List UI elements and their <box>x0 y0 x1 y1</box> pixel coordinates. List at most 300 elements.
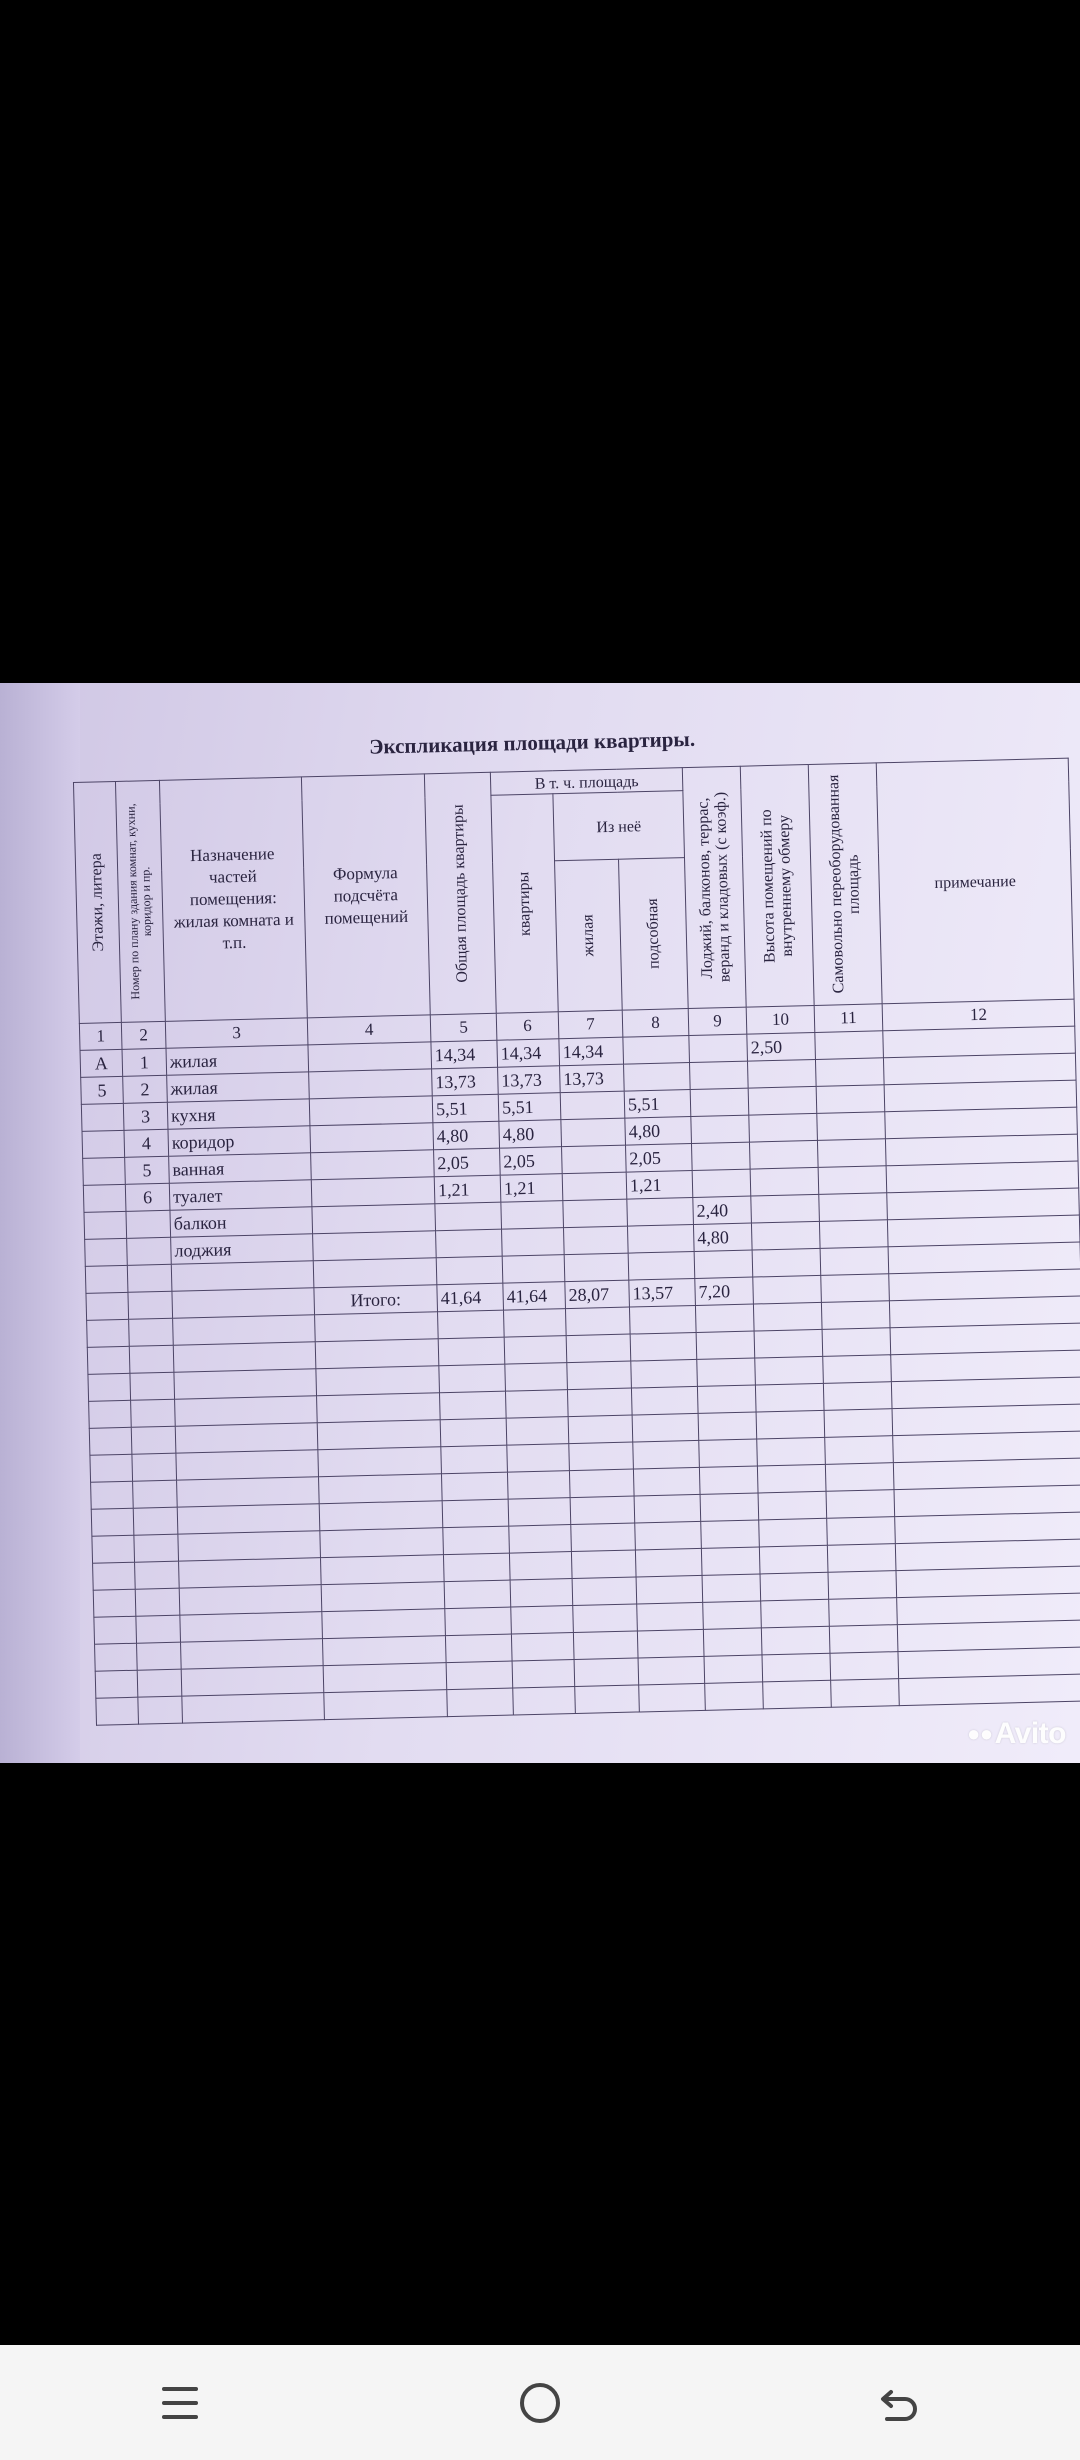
empty-cell <box>445 1607 512 1636</box>
empty-cell <box>575 1685 640 1714</box>
table-cell-c4 <box>310 1123 434 1153</box>
empty-cell <box>508 1498 571 1527</box>
empty-cell <box>94 1616 137 1644</box>
empty-cell <box>443 1526 510 1555</box>
table-cell-c8 <box>624 1063 691 1092</box>
table-cell-c11 <box>815 1031 884 1060</box>
table-cell-c3: лоджия <box>171 1234 314 1264</box>
empty-cell <box>573 1604 638 1633</box>
empty-cell <box>824 1409 893 1438</box>
table-cell-c9 <box>690 1088 749 1116</box>
empty-cell <box>323 1663 447 1693</box>
empty-cell <box>763 1680 832 1709</box>
empty-cell <box>136 1615 181 1643</box>
empty-cell <box>696 1331 755 1359</box>
empty-cell <box>324 1690 448 1720</box>
empty-cell <box>697 1358 756 1386</box>
table-cell-c2: 1 <box>122 1048 167 1076</box>
empty-cell <box>181 1639 324 1669</box>
empty-cell <box>180 1612 323 1642</box>
table-cell-c5: 1,21 <box>434 1175 501 1204</box>
table-cell-c8: 4,80 <box>625 1117 692 1146</box>
empty-cell <box>176 1450 319 1480</box>
empty-cell <box>315 1312 439 1342</box>
table-cell-c7 <box>562 1172 627 1201</box>
table-cell-c11 <box>816 1085 885 1114</box>
empty-cell <box>570 1496 635 1525</box>
empty-cell <box>631 1386 698 1415</box>
empty-cell <box>635 1521 702 1550</box>
empty-cell <box>631 1359 698 1388</box>
table-cell-c8: 5,51 <box>624 1090 691 1119</box>
empty-cell <box>511 1633 574 1662</box>
empty-cell <box>825 1463 894 1492</box>
empty-cell <box>443 1553 510 1582</box>
table-cell-c4 <box>309 1069 433 1099</box>
empty-cell <box>572 1577 637 1606</box>
empty-cell <box>573 1631 638 1660</box>
table-cell-c10 <box>750 1167 819 1196</box>
table-cell-c11 <box>815 1058 884 1087</box>
empty-cell <box>438 1310 505 1339</box>
table-cell-c7 <box>563 1226 628 1255</box>
empty-cell <box>444 1580 511 1609</box>
empty-cell <box>92 1535 135 1563</box>
empty-cell <box>131 1399 176 1427</box>
header-subgroup: Из неё <box>553 791 685 861</box>
table-cell-c9 <box>691 1115 750 1143</box>
empty-cell <box>757 1464 826 1493</box>
table-cell-c10 <box>749 1140 818 1169</box>
empty-cell <box>504 1336 567 1365</box>
empty-cell <box>322 1609 446 1639</box>
document-title: Экспликация площади квартиры. <box>368 726 696 759</box>
table-cell-c3 <box>172 1288 315 1318</box>
empty-cell <box>135 1561 180 1589</box>
table-cell-c9: 4,80 <box>693 1223 752 1251</box>
table-cell-c6: 5,51 <box>498 1093 561 1122</box>
empty-cell <box>442 1499 509 1528</box>
empty-cell <box>822 1328 891 1357</box>
header-total-area: Общая площадь квартиры <box>424 772 496 1015</box>
empty-cell <box>315 1339 439 1369</box>
table-cell-c7 <box>560 1091 625 1120</box>
table-cell-c11 <box>817 1139 886 1168</box>
empty-cell <box>95 1670 138 1698</box>
table-cell-c1 <box>84 1211 127 1239</box>
menu-icon <box>158 2383 202 2423</box>
column-number: 7 <box>558 1010 623 1039</box>
empty-cell <box>319 1474 443 1504</box>
empty-cell <box>175 1423 318 1453</box>
empty-cell <box>317 1420 441 1450</box>
table-cell-c10 <box>749 1113 818 1142</box>
table-cell-c10: 2,50 <box>747 1032 816 1061</box>
table-cell-c11 <box>818 1166 887 1195</box>
empty-cell <box>438 1337 505 1366</box>
empty-cell <box>758 1491 827 1520</box>
empty-cell <box>320 1555 444 1585</box>
empty-cell <box>503 1309 566 1338</box>
empty-cell <box>827 1517 896 1546</box>
table-cell-c3: жилая <box>166 1045 309 1075</box>
table-cell-c9 <box>690 1061 749 1089</box>
table-cell-c10 <box>752 1248 821 1277</box>
home-circle-icon <box>517 2380 563 2426</box>
empty-cell <box>699 1439 758 1467</box>
table-cell-c9 <box>689 1034 748 1062</box>
empty-cell <box>512 1660 575 1689</box>
empty-cell <box>831 1679 900 1708</box>
table-cell-c3: ванная <box>169 1153 312 1183</box>
empty-cell <box>179 1585 322 1615</box>
table-cell-c1 <box>81 1103 124 1131</box>
header-height: Высота помещений по внутреннему обмеру <box>740 765 814 1008</box>
empty-cell <box>574 1658 639 1687</box>
empty-cell <box>137 1669 182 1697</box>
header-floors: Этажи, литера <box>73 781 121 1023</box>
empty-cell <box>129 1345 174 1373</box>
empty-cell <box>130 1372 175 1400</box>
table-cell-c8 <box>628 1251 695 1280</box>
empty-cell <box>89 1400 132 1428</box>
table-cell-c6 <box>502 1255 565 1284</box>
table-cell-c9 <box>691 1142 750 1170</box>
empty-cell <box>138 1696 183 1724</box>
empty-cell <box>755 1356 824 1385</box>
empty-cell <box>701 1520 760 1548</box>
empty-cell <box>91 1508 134 1536</box>
table-cell-c8: 1,21 <box>626 1170 693 1199</box>
empty-cell <box>173 1315 316 1345</box>
table-cell-c9: 2,40 <box>693 1196 752 1224</box>
empty-cell <box>630 1332 697 1361</box>
empty-cell <box>830 1652 899 1681</box>
table-cell-c1 <box>85 1265 128 1293</box>
empty-cell <box>633 1440 700 1469</box>
table-cell-c5: 13,73 <box>432 1067 499 1096</box>
empty-cell <box>571 1523 636 1552</box>
empty-cell <box>698 1412 757 1440</box>
empty-cell <box>439 1364 506 1393</box>
table-cell-c1 <box>86 1292 129 1320</box>
empty-cell <box>762 1653 831 1682</box>
empty-cell <box>505 1363 568 1392</box>
empty-cell <box>633 1467 700 1496</box>
table-cell-c3: коридор <box>168 1126 311 1156</box>
home-button[interactable] <box>500 2363 580 2443</box>
table-cell-c8 <box>627 1197 694 1226</box>
empty-cell <box>567 1361 632 1390</box>
column-number: 4 <box>307 1015 431 1045</box>
empty-cell <box>447 1688 514 1717</box>
table-cell-c6: 1,21 <box>500 1174 563 1203</box>
empty-cell <box>827 1544 896 1573</box>
table-cell-c3: балкон <box>170 1207 313 1237</box>
table-cell-c2: 5 <box>125 1156 170 1184</box>
header-loggias: Лоджий, балконов, террас, веранд и кладовых (с коэф.) <box>682 766 746 1008</box>
menu-button[interactable] <box>140 2363 220 2443</box>
empty-cell <box>174 1369 317 1399</box>
table-cell-c5: 14,34 <box>431 1040 498 1069</box>
empty-cell <box>755 1383 824 1412</box>
empty-cell <box>571 1550 636 1579</box>
table-cell-c1: А <box>80 1049 123 1077</box>
empty-cell <box>506 1417 569 1446</box>
empty-cell <box>828 1571 897 1600</box>
column-number: 9 <box>688 1007 747 1035</box>
explication-sheet <box>32 719 1057 1763</box>
table-cell-c2 <box>127 1264 172 1292</box>
table-cell-c1 <box>83 1157 126 1185</box>
header-notes: примечание <box>876 758 1074 1004</box>
empty-cell <box>441 1472 508 1501</box>
table-cell-c5: 41,64 <box>437 1283 504 1312</box>
empty-cell <box>569 1442 634 1471</box>
empty-cell <box>701 1547 760 1575</box>
table-cell-c2: 4 <box>124 1129 169 1157</box>
table-cell-c5: 4,80 <box>433 1121 500 1150</box>
column-number: 2 <box>121 1021 166 1049</box>
table-cell-c3: туалет <box>169 1180 312 1210</box>
empty-cell <box>568 1415 633 1444</box>
empty-cell <box>322 1636 446 1666</box>
table-body <box>80 1026 1080 1725</box>
empty-cell <box>134 1534 179 1562</box>
empty-cell <box>636 1575 703 1604</box>
explication-table <box>73 758 1080 1726</box>
table-cell-c7 <box>561 1118 626 1147</box>
header-purpose: Назначение частей помещения: жилая комната и т.п. <box>159 777 307 1021</box>
empty-cell <box>131 1426 176 1454</box>
empty-cell <box>317 1393 441 1423</box>
empty-cell <box>182 1693 325 1723</box>
empty-cell <box>316 1366 440 1396</box>
empty-cell <box>634 1494 701 1523</box>
empty-cell <box>173 1342 316 1372</box>
empty-cell <box>699 1466 758 1494</box>
table-cell-c8 <box>623 1036 690 1065</box>
table-cell-c9 <box>692 1169 751 1197</box>
empty-cell <box>829 1598 898 1627</box>
table-cell-c5 <box>436 1229 503 1258</box>
empty-cell <box>759 1545 828 1574</box>
document-photo <box>0 683 1080 1763</box>
table-cell-c11 <box>821 1274 890 1303</box>
table-cell-c5 <box>436 1256 503 1285</box>
table-cell-c4 <box>308 1042 432 1072</box>
table-cell-c9 <box>694 1250 753 1278</box>
empty-cell <box>513 1687 576 1716</box>
header-living: жилая <box>555 859 623 1012</box>
header-apartment: квартиры <box>491 794 558 1013</box>
table-cell-c6: 14,34 <box>497 1039 560 1068</box>
empty-cell <box>629 1305 696 1334</box>
empty-cell <box>509 1525 572 1554</box>
table-cell-c8: 2,05 <box>626 1144 693 1173</box>
table-cell-c6: 41,64 <box>503 1282 566 1311</box>
empty-cell <box>825 1436 894 1465</box>
empty-cell <box>93 1589 136 1617</box>
empty-cell <box>319 1501 443 1531</box>
empty-cell <box>637 1602 704 1631</box>
empty-cell <box>510 1579 573 1608</box>
empty-cell <box>178 1531 321 1561</box>
table-cell-c8: 13,57 <box>629 1278 696 1307</box>
empty-cell <box>754 1329 823 1358</box>
back-arrow-icon <box>877 2380 923 2426</box>
empty-cell <box>90 1454 133 1482</box>
empty-cell <box>87 1319 130 1347</box>
header-room-number: Номер по плану здания комнат, кухни, коридор и пр. <box>115 780 165 1022</box>
header-formula: Формула подсчёта помещений <box>301 774 430 1018</box>
empty-cell <box>637 1629 704 1658</box>
empty-cell <box>565 1307 630 1336</box>
table-cell-c7: 14,34 <box>559 1037 624 1066</box>
table-cell-c7 <box>563 1199 628 1228</box>
empty-cell <box>320 1528 444 1558</box>
empty-cell <box>133 1507 178 1535</box>
table-cell-c6: 13,73 <box>498 1066 561 1095</box>
empty-cell <box>639 1683 706 1712</box>
column-number: 10 <box>746 1005 815 1034</box>
table-cell-c7: 28,07 <box>565 1280 630 1309</box>
table-cell-c3: жилая <box>167 1072 310 1102</box>
empty-cell <box>821 1301 890 1330</box>
empty-cell <box>93 1562 136 1590</box>
table-cell-c6 <box>501 1201 564 1230</box>
table-cell-c1 <box>82 1130 125 1158</box>
empty-cell <box>505 1390 568 1419</box>
table-cell-c9: 7,20 <box>695 1277 754 1305</box>
empty-cell <box>632 1413 699 1442</box>
table-cell-c3 <box>171 1261 314 1291</box>
table-cell-c10 <box>753 1275 822 1304</box>
empty-cell <box>638 1656 705 1685</box>
empty-cell <box>133 1480 178 1508</box>
table-cell-c6 <box>502 1228 565 1257</box>
table-cell-c10 <box>748 1086 817 1115</box>
empty-cell <box>704 1655 763 1683</box>
empty-cell <box>318 1447 442 1477</box>
table-cell-c2: 2 <box>123 1075 168 1103</box>
table-cell-c4 <box>309 1096 433 1126</box>
back-button[interactable] <box>860 2363 940 2443</box>
table-cell-c2 <box>126 1210 171 1238</box>
table-cell-c5 <box>435 1202 502 1231</box>
table-cell-c1 <box>83 1184 126 1212</box>
table-cell-c4 <box>313 1231 437 1261</box>
empty-cell <box>129 1318 174 1346</box>
column-number: 1 <box>79 1022 122 1050</box>
table-cell-c10 <box>748 1059 817 1088</box>
table-cell-c5: 5,51 <box>432 1094 499 1123</box>
empty-cell <box>137 1642 182 1670</box>
empty-cell <box>177 1504 320 1534</box>
table-cell-c1 <box>85 1238 128 1266</box>
empty-cell <box>705 1682 764 1710</box>
empty-cell <box>761 1626 830 1655</box>
empty-cell <box>440 1418 507 1447</box>
empty-cell <box>759 1518 828 1547</box>
column-number: 8 <box>622 1009 689 1038</box>
table-cell-c3: кухня <box>167 1099 310 1129</box>
table-cell-c10 <box>751 1221 820 1250</box>
empty-cell <box>511 1606 574 1635</box>
table-cell-c11 <box>819 1193 888 1222</box>
empty-cell <box>703 1628 762 1656</box>
empty-cell <box>753 1302 822 1331</box>
column-number: 3 <box>165 1018 308 1048</box>
empty-cell <box>569 1469 634 1498</box>
empty-cell <box>823 1382 892 1411</box>
empty-cell <box>321 1582 445 1612</box>
empty-cell <box>760 1572 829 1601</box>
empty-cell <box>567 1388 632 1417</box>
table-cell-c11 <box>820 1247 889 1276</box>
empty-cell <box>635 1548 702 1577</box>
column-number: 12 <box>882 999 1075 1031</box>
empty-cell <box>132 1453 177 1481</box>
avito-logo-icon: ●● <box>967 1721 993 1746</box>
header-group: В т. ч. площадь <box>490 768 683 796</box>
table-cell-c2: 3 <box>123 1102 168 1130</box>
empty-cell <box>91 1481 134 1509</box>
column-number: 5 <box>430 1013 497 1042</box>
empty-cell <box>700 1493 759 1521</box>
table-cell-c7 <box>564 1253 629 1282</box>
table-cell-c4 <box>313 1258 437 1288</box>
empty-cell <box>697 1385 756 1413</box>
empty-cell <box>756 1410 825 1439</box>
empty-cell <box>95 1643 138 1671</box>
table-cell-c2 <box>127 1237 172 1265</box>
table-cell-c2: 6 <box>125 1183 170 1211</box>
empty-cell <box>757 1437 826 1466</box>
header-unauthorized: Самовольно переоборудованная площадь <box>808 763 882 1006</box>
table-cell-c6: 2,05 <box>500 1147 563 1176</box>
empty-cell <box>441 1445 508 1474</box>
table-cell-c4 <box>311 1177 435 1207</box>
table-cell-c8 <box>627 1224 694 1253</box>
avito-watermark: ●●Avito <box>967 1717 1066 1750</box>
empty-cell <box>96 1697 139 1725</box>
table-cell-c4 <box>312 1204 436 1234</box>
table-cell-c6: 4,80 <box>499 1120 562 1149</box>
table-cell-c7: 13,73 <box>560 1064 625 1093</box>
table-cell-c2 <box>128 1291 173 1319</box>
empty-cell <box>87 1346 130 1374</box>
empty-cell <box>899 1674 1080 1706</box>
header-auxiliary: подсобная <box>619 858 689 1011</box>
empty-cell <box>507 1444 570 1473</box>
empty-cell <box>695 1304 754 1332</box>
column-number: 6 <box>496 1012 559 1041</box>
empty-cell <box>509 1552 572 1581</box>
system-navbar <box>0 2345 1080 2460</box>
empty-cell <box>823 1355 892 1384</box>
table-cell-c10 <box>751 1194 820 1223</box>
empty-cell <box>179 1558 322 1588</box>
table-cell-c5: 2,05 <box>434 1148 501 1177</box>
empty-cell <box>829 1625 898 1654</box>
empty-cell <box>761 1599 830 1628</box>
empty-cell <box>135 1588 180 1616</box>
empty-cell <box>89 1427 132 1455</box>
empty-cell <box>175 1396 318 1426</box>
empty-cell <box>439 1391 506 1420</box>
column-number: 11 <box>814 1004 883 1033</box>
